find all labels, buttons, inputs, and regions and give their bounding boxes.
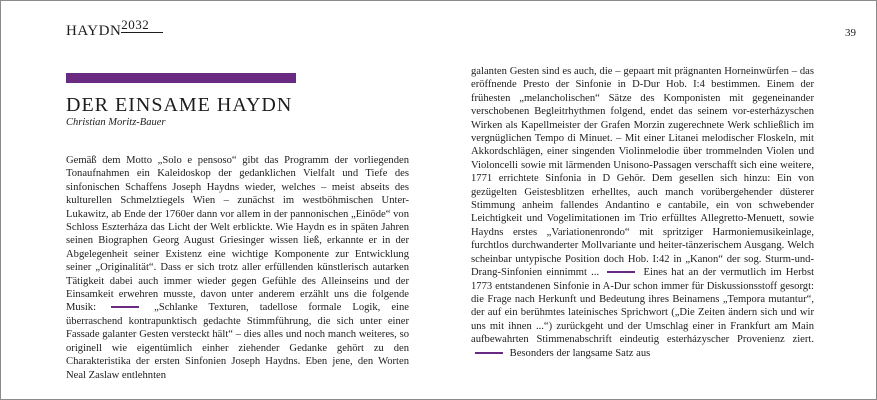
right-paragraph-2: Eines hat an der vermutlich im Herbst 1773 entstandenen Sinfonie in A-Dur schon immer für Diskussionsstoff gesorgt: die Frage nach Herkunft und Bedeutung ihres Beinamens „Tempora mutantur“, der auf ein berühmtes lateinisches Sprichwort („Die Zeiten ändern sich und wir uns mit ihnen ...“) zurückgeht und der Umschlag einer in Frankfurt am Main aufbewahrten Stimmenabschrift eindeutig esterházyscher Provenienz ziert. <box>471 267 815 346</box>
left-paragraph-1: Gemäß dem Motto „Solo e pensoso“ gibt das Programm der vorliegenden Tonaufnahmen ein Kaleidoskop der gedanklichen Vielfalt und Tiefe des sinfonischen Schaffens Joseph Haydns wieder, welches – meist abseits des kulturellen Schmelztiegels Wien – zunächst im westböhmischen Unter-Lukawitz, ab Ende der 1760er dann vor allem in der pannonischen „Einöde“ von Schloss Eszterháza das Licht der Welt erblickte. Wie Haydn es in späten Jahren seinen Biographen Georg August Griesinger wissen ließ, erkannte er in der Abgelegenheit seiner Existenz eine wichtige Komponente zur Entwicklung seiner „Originalität“. Dass er sich trotz aller erfüllenden künstlerisch autarken Tätigkeit dabei auch immer wieder gegen Gefühle des Alleinseins und der Einsamkeit erwehren musste, davon unter anderem erzählt uns die folgende Musik: <box>66 155 409 314</box>
accent-bar <box>66 73 296 83</box>
track-marker <box>607 271 635 273</box>
logo-year: 2032 <box>121 17 163 33</box>
page-number: 39 <box>845 27 856 39</box>
haydn-2032-logo <box>66 17 163 40</box>
left-text-column <box>66 154 409 382</box>
right-text-column <box>471 65 814 360</box>
article-title: DER EINSAME HAYDN <box>66 94 293 116</box>
right-paragraph-3: Besonders der langsame Satz aus <box>509 347 651 359</box>
logo-main: HAYDN <box>66 23 122 39</box>
left-paragraph-2: „Schlanke Texturen, tadellose formale Logik, eine überraschend kontrapunktisch gedachte Stimmführung, die sich unter einer Fassade galanter Gesten versteckt hält“ – dies alles und noch manch weiteres, so originell wie eigentümlich einher ziehender Gedanke gehört zu den Charakteristika der ersten Sinfonien Joseph Haydns. Eben jene, den Worten Neal Zaslaw entlehnten <box>66 302 409 381</box>
track-marker <box>111 306 139 308</box>
article-author: Christian Moritz-Bauer <box>66 117 166 128</box>
track-marker <box>475 352 503 354</box>
right-paragraph-1: galanten Gesten sind es auch, die – gepaart mit prägnanten Horneinwürfen – das eröffnende Presto der Sinfonie in D-Dur Hob. I:4 bestimmen. Einem der frühesten „melancholischen“ Sätze des Komponisten mit gegeneinander verschobenen Begleitrhythmen folgend, endet das seinem vor-esterházyschen Wirken als Kapellmeister der Grafen Morzin zugerechnete Werk schließlich im vergnüglichen Tempo di Minuet. – Mit einer Litanei melodischer Floskeln, mit Akkordschlägen, einer singenden Violinmelodie über trommelnden Violen und Violoncelli sowie mit lärmenden Unisono-Passagen verschafft sich eine weitere, 1771 errichtete Sinfonia in D Gehör. Dem gesellen sich hinzu: Ein von gezügelten Geistesblitzen erhelltes, auch manch vorübergehender düsterer Stimmung anheim fallendes Andantino e cantabile, ein von schwebender Leichtigkeit und Vogelimitationen im Trio erfülltes Allegretto-Menuett, sowie Haydns erstes „Variationenrondo“ mit spritziger Harmoniemusikeinlage, furchtlos durchwanderter Mollvariante und heiter-tänzerischem Ausgang. Welch scheinbar untypische Position doch Hob. I:42 in „Kanon“ der sog. Sturm-und-Drang-Sinfonien einnimmt ... <box>471 66 814 279</box>
